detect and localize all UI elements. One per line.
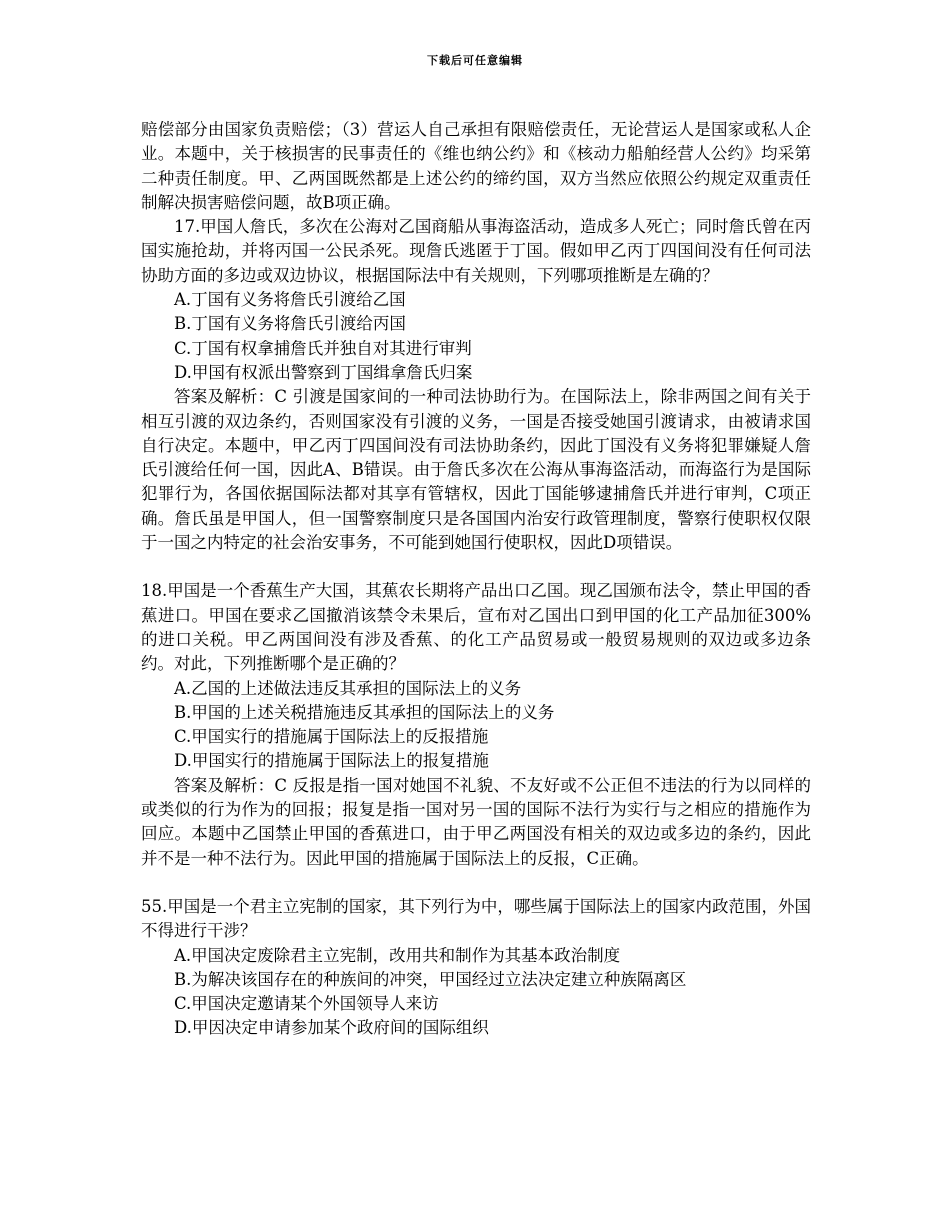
- question-17-answer: 答案及解析：C 引渡是国家间的一种司法协助行为。在国际法上，除非两国之间有关于相互引渡的双边条约，否则国家没有引渡的义务，一国是否接受她国引渡请求，由被请求国自行决定。本题中，甲乙丙丁四国间没有司法协助条约，因此丁国没有义务将犯罪嫌疑人詹氏引渡给任何一国，因此A、B错误。由于詹氏多次在公海从事海盗活动，而海盗行为是国际犯罪行为，各国依据国际法都对其享有管辖权，因此丁国能够逮捕詹氏并进行审判，C项正确。詹氏虽是甲国人，但一国警察制度只是各国国内治安行政管理制度，警察行使职权仅限于一国之内特定的社会治安事务，不可能到她国行使职权，因此D项错误。: [141, 387, 811, 553]
- question-18-option-d: D.甲国实行的措施属于国际法上的报复措施: [174, 751, 489, 771]
- question-55-stem: 55.甲国是一个君主立宪制的国家，其下列行为中，哪些属于国际法上的国家内政范围，外国不得进行干涉？: [141, 896, 811, 941]
- intro-paragraph: 赔偿部分由国家负责赔偿；（3）营运人自己承担有限赔偿责任，无论营运人是国家或私人企业。本题中，关于核损害的民事责任的《维也纳公约》和《核动力船舶经营人公约》均采第二种责任制度。甲、乙两国既然都是上述公约的缔约国，双方当然应依照公约规定双重责任制解决损害赔偿问题，故B项正确。: [141, 120, 811, 212]
- spacer: [141, 555, 811, 579]
- page-header: 下载后可任意编辑: [427, 54, 523, 67]
- question-18-option-b: B.甲国的上述关税措施违反其承担的国际法上的义务: [174, 702, 555, 722]
- question-55-option-b: B.为解决该国存在的种族间的冲突，甲国经过立法决定建立种族隔离区: [174, 969, 687, 989]
- question-55-option-c: C.甲国决定邀请某个外国领导人来访: [174, 994, 439, 1014]
- question-18-answer: 答案及解析：C 反报是指一国对她国不礼貌、不友好或不公正但不违法的行为以同样的或类似的行为作为的回报；报复是指一国对另一国的国际不法行为实行与之相应的措施作为回应。本题中乙国禁止甲国的香蕉进口，由于甲乙两国没有相关的双边或多边的条约，因此并不是一种不法行为。因此甲国的措施属于国际法上的反报，C正确。: [141, 775, 811, 868]
- question-18-option-a: A.乙国的上述做法违反其承担的国际法上的义务: [174, 678, 522, 698]
- question-18-option-c: C.甲国实行的措施属于国际法上的反报措施: [174, 727, 489, 747]
- question-17-option-c: C.丁国有权拿捕詹氏并独自对其进行审判: [174, 338, 472, 358]
- document-body: [141, 118, 811, 1041]
- question-17-option-d: D.甲国有权派出警察到丁国缉拿詹氏归案: [174, 362, 473, 382]
- question-55-option-a: A.甲国决定废除君主立宪制，改用共和制作为其基本政治制度: [174, 945, 621, 965]
- question-17-stem: 17.甲国人詹氏，多次在公海对乙国商船从事海盗活动，造成多人死亡；同时詹氏曾在丙国实施抢劫，并将丙国一公民杀死。现詹氏逃匿于丁国。假如甲乙丙丁四国间没有任何司法协助方面的多边或双边协议，根据国际法中有关规则，下列哪项推断是左确的？: [141, 217, 811, 285]
- question-17-option-b: B.丁国有义务将詹氏引渡给丙国: [174, 314, 406, 334]
- question-18-stem: 18.甲国是一个香蕉生产大国，其蕉农长期将产品出口乙国。现乙国颁布法令，禁止甲国的香蕉进口。甲国在要求乙国撤消该禁令未果后，宣布对乙国出口到甲国的化工产品加征300%的进口关税。甲乙两国间没有涉及香蕉、的化工产品贸易或一般贸易规则的双边或多边条约。对此，下列推断哪个是正确的？: [141, 581, 811, 674]
- question-55-option-d: D.甲因决定申请参加某个政府间的国际组织: [174, 1018, 489, 1038]
- spacer: [141, 871, 811, 895]
- question-17-option-a: A.丁国有义务将詹氏引渡给乙国: [174, 290, 406, 310]
